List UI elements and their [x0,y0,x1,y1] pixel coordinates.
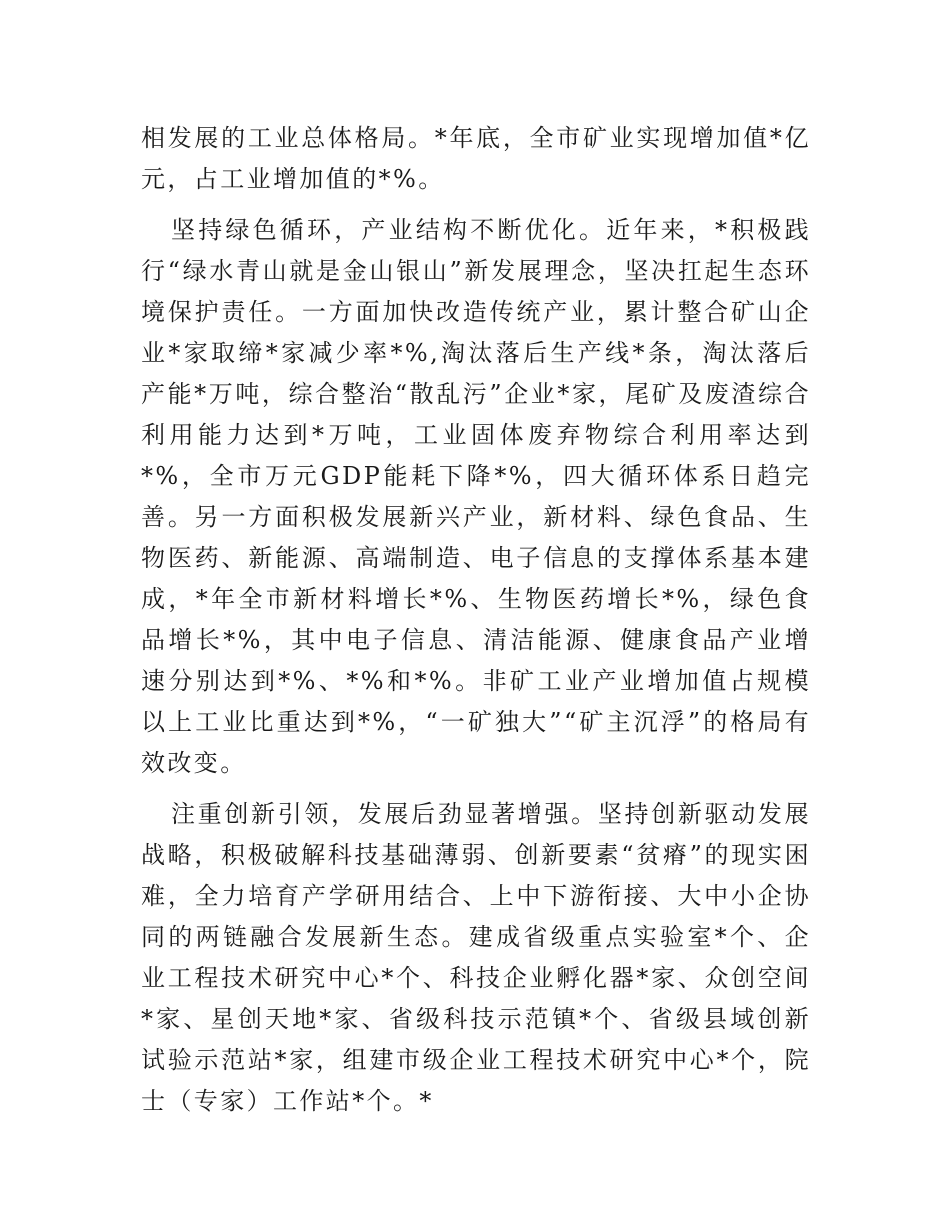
paragraph-gap [141,200,811,210]
paragraph-gap [141,784,811,794]
paragraph-3: 注重创新引领，发展后劲显著增强。坚持创新驱动发展战略，积极破解科技基础薄弱、创新要素“贫瘠”的现实困难，全力培育产学研用结合、上中下游衔接、大中小企协同的两链融合发展新生态。建成省级重点实验室*个、企业工程技术研究中心*个、科技企业孵化器*家、众创空间*家、星创天地*家、省级科技示范镇*个、省级县域创新试验示范站*家，组建市级企业工程技术研究中心*个，院士（专家）工作站*个。* [141,800,811,1115]
paragraph-1: 相发展的工业总体格局。*年底，全市矿业实现增加值*亿元，占工业增加值的*%。 [141,124,811,193]
document-body [141,118,811,1122]
paragraph-2: 坚持绿色循环，产业结构不断优化。近年来，*积极践行“绿水青山就是金山银山”新发展理念，坚决扛起生态环境保护责任。一方面加快改造传统产业，累计整合矿山企业*家取缔*家减少率*%,淘汰落后生产线*条，淘汰落后产能*万吨，综合整治“散乱污”企业*家，尾矿及废渣综合利用能力达到*万吨，工业固体废弃物综合利用率达到*%，全市万元GDP能耗下降*%，四大循环体系日趋完善。另一方面积极发展新兴产业，新材料、绿色食品、生物医药、新能源、高端制造、电子信息的支撑体系基本建成，*年全市新材料增长*%、生物医药增长*%，绿色食品增长*%，其中电子信息、清洁能源、健康食品产业增速分别达到*%、*%和*%。非矿工业产业增加值占规模以上工业比重达到*%，“一矿独大”“矿主沉浮”的格局有效改变。 [141,216,811,777]
